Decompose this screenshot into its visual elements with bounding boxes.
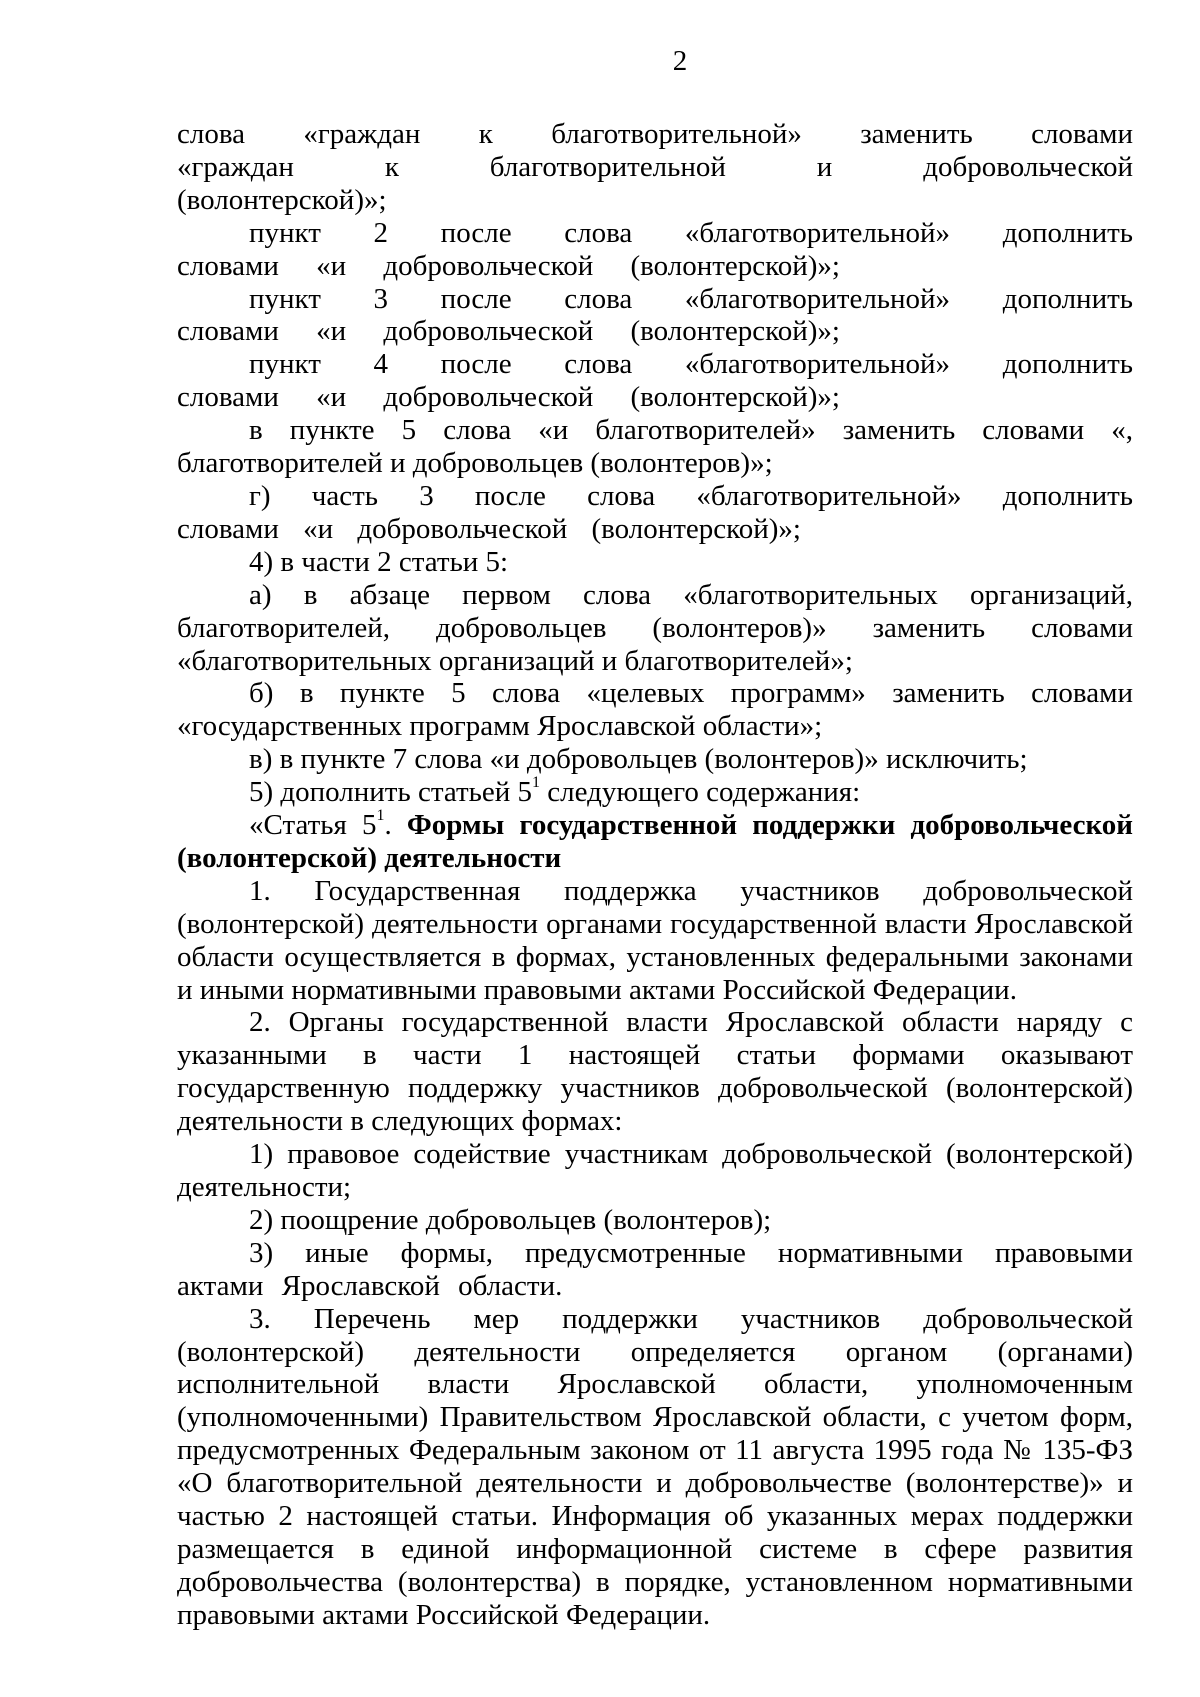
paragraph: а) в абзаце первом слова «благотворительных организаций, благотворителей, добровольцев (волонтеров)» заменить словами «благотворительных организаций и благотворителей»; [177,578,1133,677]
paragraph: 3. Перечень мер поддержки участников добровольческой (волонтерской) деятельности определяется органом (органами) исполнительной власти Ярославской области, уполномоченным (уполномоченными) Правительством Ярославской области, с учетом форм, предусмотренных Федеральным законом от 11 августа 1995 года № 135-ФЗ «О благотворительной деятельности и добровольчестве (волонтерстве)» и частью 2 настоящей статьи. Информация об указанных мерах поддержки размещается в единой информационной системе в сфере развития добровольчества (волонтерства) в порядке, установленном нормативными правовыми актами Российской Федерации. [177,1302,1133,1631]
paragraph: 2) поощрение добровольцев (волонтеров); [249,1203,772,1236]
paragraph: пункт 2 после слова «благотворительной» дополнить словами «и добровольческой (волонтерской)»; [177,216,1133,282]
article-heading: «Статья $5^1$. Формы государственной поддержки добровольческой (волонтерской) деятельности [177,807,1133,874]
article-title: Формы государственной поддержки добровольческой (волонтерской) деятельности [177,809,1133,874]
paragraph: 2. Органы государственной власти Ярославской области наряду с указанными в части 1 настоящей статьи формами оказывают государственную поддержку участников добровольческой (волонтерской) деятельности в следующих формах: [177,1006,1133,1138]
paragraph: пункт 3 после слова «благотворительной» дополнить словами «и добровольческой (волонтерской)»; [177,282,1133,348]
page-number: 2 [672,45,688,77]
paragraph: в пункте 5 слова «и благотворителей» заменить словами «, благотворителей и добровольцев (волонтеров)»; [177,414,1133,480]
paragraph: слова «граждан к благотворительной» заменить словами «граждан к благотворительной и добровольческой (волонтерской)»; [177,118,1133,216]
paragraph: 4) в части 2 статьи 5: [249,545,509,578]
superscript: 1 [532,774,541,792]
paragraph: 1) правовое содействие участникам добровольческой (волонтерской) деятельности; [177,1138,1133,1203]
document-body [177,118,1133,1632]
paragraph: 1. Государственная поддержка участников добровольческой (волонтерской) деятельности органами государственной власти Ярославской области осуществляется в формах, установленных федеральными законами и иными нормативными правовыми актами Российской Федерации. [177,874,1133,1006]
paragraph: б) в пункте 5 слова «целевых программ» заменить словами «государственных программ Ярославской области»; [177,677,1133,743]
superscript: 1 [376,807,385,825]
paragraph: 3) иные формы, предусмотренные нормативными правовыми актами Ярославской области. [177,1236,1133,1302]
paragraph: г) часть 3 после слова «благотворительной» дополнить словами «и добровольческой (волонтерской)»; [177,479,1133,545]
paragraph: 5) дополнить статьей $5^1$ следующего содержания: [249,774,861,809]
paragraph: пункт 4 после слова «благотворительной» дополнить словами «и добровольческой (волонтерской)»; [177,348,1133,414]
paragraph: в) в пункте 7 слова «и добровольцев (волонтеров)» исключить; [249,743,1028,776]
